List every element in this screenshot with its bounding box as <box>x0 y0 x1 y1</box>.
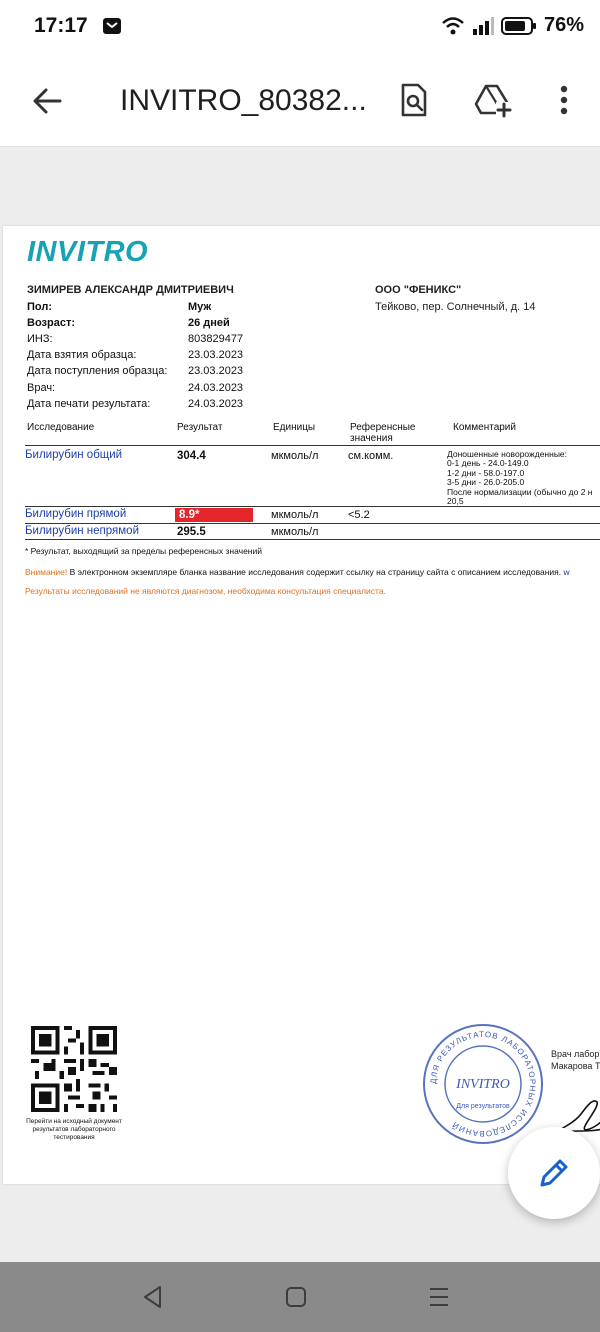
app-bar <box>0 54 600 147</box>
more-options-icon[interactable] <box>544 80 584 120</box>
nav-home-icon[interactable] <box>283 1284 309 1310</box>
status-bar <box>0 0 600 54</box>
back-arrow-icon[interactable] <box>30 84 64 118</box>
test-link-bilirubin-indirect[interactable]: Билирубин непрямой <box>25 525 140 537</box>
invitro-logo: INVITRO <box>27 236 149 268</box>
table-divider <box>25 523 600 524</box>
footnote: * Результат, выходящий за пределы референсных значений <box>25 546 262 556</box>
message-icon <box>102 16 122 36</box>
test-link-bilirubin-direct[interactable]: Билирубин прямой <box>25 508 127 520</box>
clinic-address: Тейково, пер. Солнечный, д. 14 <box>375 301 536 313</box>
header-test: Исследование <box>27 422 95 433</box>
svg-text:ДЛЯ РЕЗУЛЬТАТОВ ЛАБОРАТОРНЫХ И: ДЛЯ РЕЗУЛЬТАТОВ ЛАБОРАТОРНЫХ ИССЛЕДОВАНИЙ <box>428 1029 538 1139</box>
nav-recents-icon[interactable] <box>426 1284 452 1310</box>
units-value: мкмоль/л <box>271 450 319 462</box>
find-in-document-icon[interactable] <box>394 80 434 120</box>
pdf-page <box>3 226 600 1184</box>
info-row-sample-date: Дата взятия образца: 23.03.2023 <box>27 349 244 361</box>
status-icons <box>441 14 584 37</box>
edit-fab[interactable] <box>508 1127 600 1219</box>
header-comment: Комментарий <box>453 422 516 433</box>
info-row-doctor: Врач: 24.03.2023 <box>27 382 244 394</box>
lab-stamp <box>421 1022 545 1146</box>
table-divider <box>25 445 600 446</box>
info-row-sex: Пол: Муж <box>27 301 212 313</box>
units-value: мкмоль/л <box>271 526 319 538</box>
battery-icon <box>501 16 537 36</box>
status-time: 17:17 <box>34 14 88 37</box>
svg-text:Для результатов: Для результатов <box>456 1103 510 1110</box>
nav-back-icon[interactable] <box>140 1284 166 1310</box>
clinic-name: ООО "ФЕНИКС" <box>375 284 462 296</box>
header-result: Результат <box>177 422 223 433</box>
edit-pencil-icon <box>536 1155 572 1191</box>
signal-icon <box>472 16 494 36</box>
comment-block: Доношенные новорожденные: 0-1 день - 24.0-149.0 1-2 дни - 58.0-197.0 3-5 дни - 26.0-205.0 После нормализации (обычно до 2 н 20,5 <box>447 449 593 507</box>
doctor-role: Врач лабор <box>551 1049 600 1059</box>
doctor-name: Макарова Т <box>551 1061 600 1071</box>
battery-percent: 76% <box>543 14 584 36</box>
test-link-bilirubin-total[interactable]: Билирубин общий <box>25 449 123 461</box>
wifi-icon <box>441 16 465 36</box>
advice-note: Результаты исследований не являются диагнозом, необходима консультация специалиста. <box>25 586 386 596</box>
document-title: INVITRO_80382... <box>120 84 367 117</box>
info-row-receipt-date: Дата поступления образца: 23.03.2023 <box>27 365 244 377</box>
qr-caption: Перейти на исходный документ результатов лабораторного тестирования <box>26 1118 122 1141</box>
reference-value: <5.2 <box>348 509 370 521</box>
info-row-inz: ИНЗ: 803829477 <box>27 333 244 345</box>
reference-value: см.комм. <box>348 450 394 462</box>
flagged-result-value: 8.9* <box>175 508 253 522</box>
header-units: Единицы <box>273 422 316 433</box>
navigation-bar <box>0 1262 600 1332</box>
add-to-drive-icon[interactable] <box>472 80 512 120</box>
units-value: мкмоль/л <box>271 509 319 521</box>
result-value: 295.5 <box>177 526 206 538</box>
svg-text:INVITRO: INVITRO <box>456 1077 510 1092</box>
table-divider <box>25 506 600 507</box>
info-row-print-date: Дата печати результата: 24.03.2023 <box>27 398 244 410</box>
qr-code[interactable] <box>31 1026 117 1112</box>
result-value: 304.4 <box>177 450 206 462</box>
header-reference: Референсные значения <box>350 422 416 444</box>
patient-name: ЗИМИРЕВ АЛЕКСАНДР ДМИТРИЕВИЧ <box>27 284 234 296</box>
info-row-age: Возраст: 26 дней <box>27 317 230 329</box>
table-divider <box>25 539 600 540</box>
warning-note: Внимание! В электронном экземпляре бланка название исследования содержит ссылку на страницу сайта с описанием исследования. w <box>25 567 570 577</box>
